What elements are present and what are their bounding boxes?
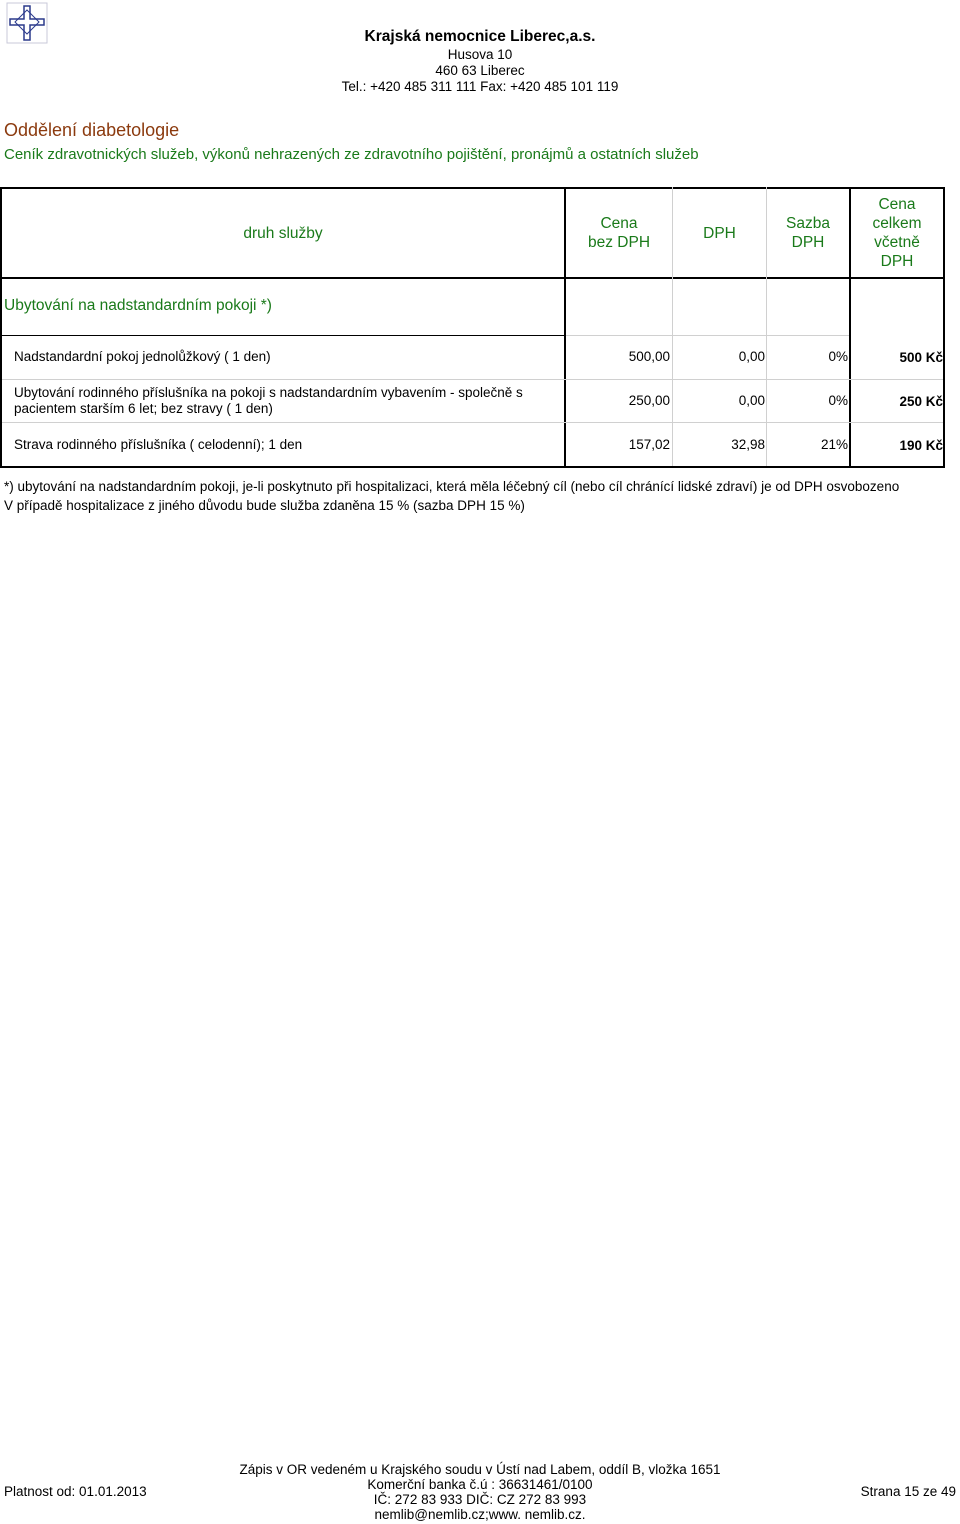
vat-taxation-note: V případě hospitalizace z jiného důvodu bude služba zdaněna 15 % (sazba DPH 15 %) (4, 498, 525, 513)
row2-service: Ubytování rodinného příslušníka na pokoji s nadstandardním vybavením - společně s pacientem starším 6 let; bez stravy ( 1 den) (14, 385, 523, 416)
header-vat: DPH (703, 225, 736, 242)
footer-ids: IČ: 272 83 933 DIČ: CZ 272 83 993 (373, 1492, 587, 1507)
header-price-wo-vat: Cena bez DPH (587, 215, 651, 251)
footer-register: Zápis v OR vedeném u Krajského soudu v Ústí nad Labem, oddíl B, vložka 1651 (239, 1462, 721, 1477)
header-service: druh služby (243, 225, 323, 242)
hospital-logo-icon (6, 2, 48, 44)
price-table (0, 187, 945, 468)
row2-total: 250 Kč (899, 394, 943, 409)
section-title: Ubytování na nadstandardním pokoji *) (4, 297, 272, 314)
row3-total: 190 Kč (899, 438, 943, 453)
footer-web: nemlib@nemlib.cz;www. nemlib.cz. (374, 1507, 586, 1522)
footer-bank: Komerční banka č.ú : 36631461/0100 (367, 1477, 593, 1492)
row3-price: 157,02 (628, 437, 670, 452)
row2-rate: 0% (828, 393, 848, 408)
row3-vat: 32,98 (731, 437, 765, 452)
price-list-subtitle: Ceník zdravotnických služeb, výkonů nehrazených ze zdravotního pojištění, pronájmů a ostatních služeb (4, 146, 699, 163)
row1-service: Nadstandardní pokoj jednolůžkový ( 1 den) (14, 349, 271, 364)
header-total: Cena celkem včetně DPH (872, 196, 922, 270)
hospital-street: Husova 10 (447, 47, 513, 62)
hospital-name: Krajská nemocnice Liberec,a.s. (364, 28, 596, 45)
row1-price: 500,00 (628, 349, 670, 364)
row2-vat: 0,00 (738, 393, 765, 408)
page-number: Strana 15 ze 49 (860, 1484, 956, 1499)
row3-service: Strava rodinného příslušníka ( celodenní); 1 den (14, 437, 303, 452)
vat-exemption-note: *) ubytování na nadstandardním pokoji, je-li poskytnuto při hospitalizaci, která měla léčebný cíl (nebo cíl chránící lidské zdraví) je od DPH osvobozeno (4, 479, 900, 494)
row1-rate: 0% (828, 349, 848, 364)
hospital-contact: Tel.: +420 485 311 111 Fax: +420 485 101 119 (341, 79, 619, 94)
row2-price: 250,00 (628, 393, 670, 408)
hospital-city: 460 63 Liberec (435, 63, 525, 78)
row1-total: 500 Kč (899, 350, 943, 365)
row1-vat: 0,00 (738, 349, 765, 364)
department-title: Oddělení diabetologie (4, 120, 180, 140)
row3-rate: 21% (820, 437, 848, 452)
header-vat-rate: Sazba DPH (786, 215, 830, 251)
validity-date: Platnost od: 01.01.2013 (4, 1484, 147, 1499)
